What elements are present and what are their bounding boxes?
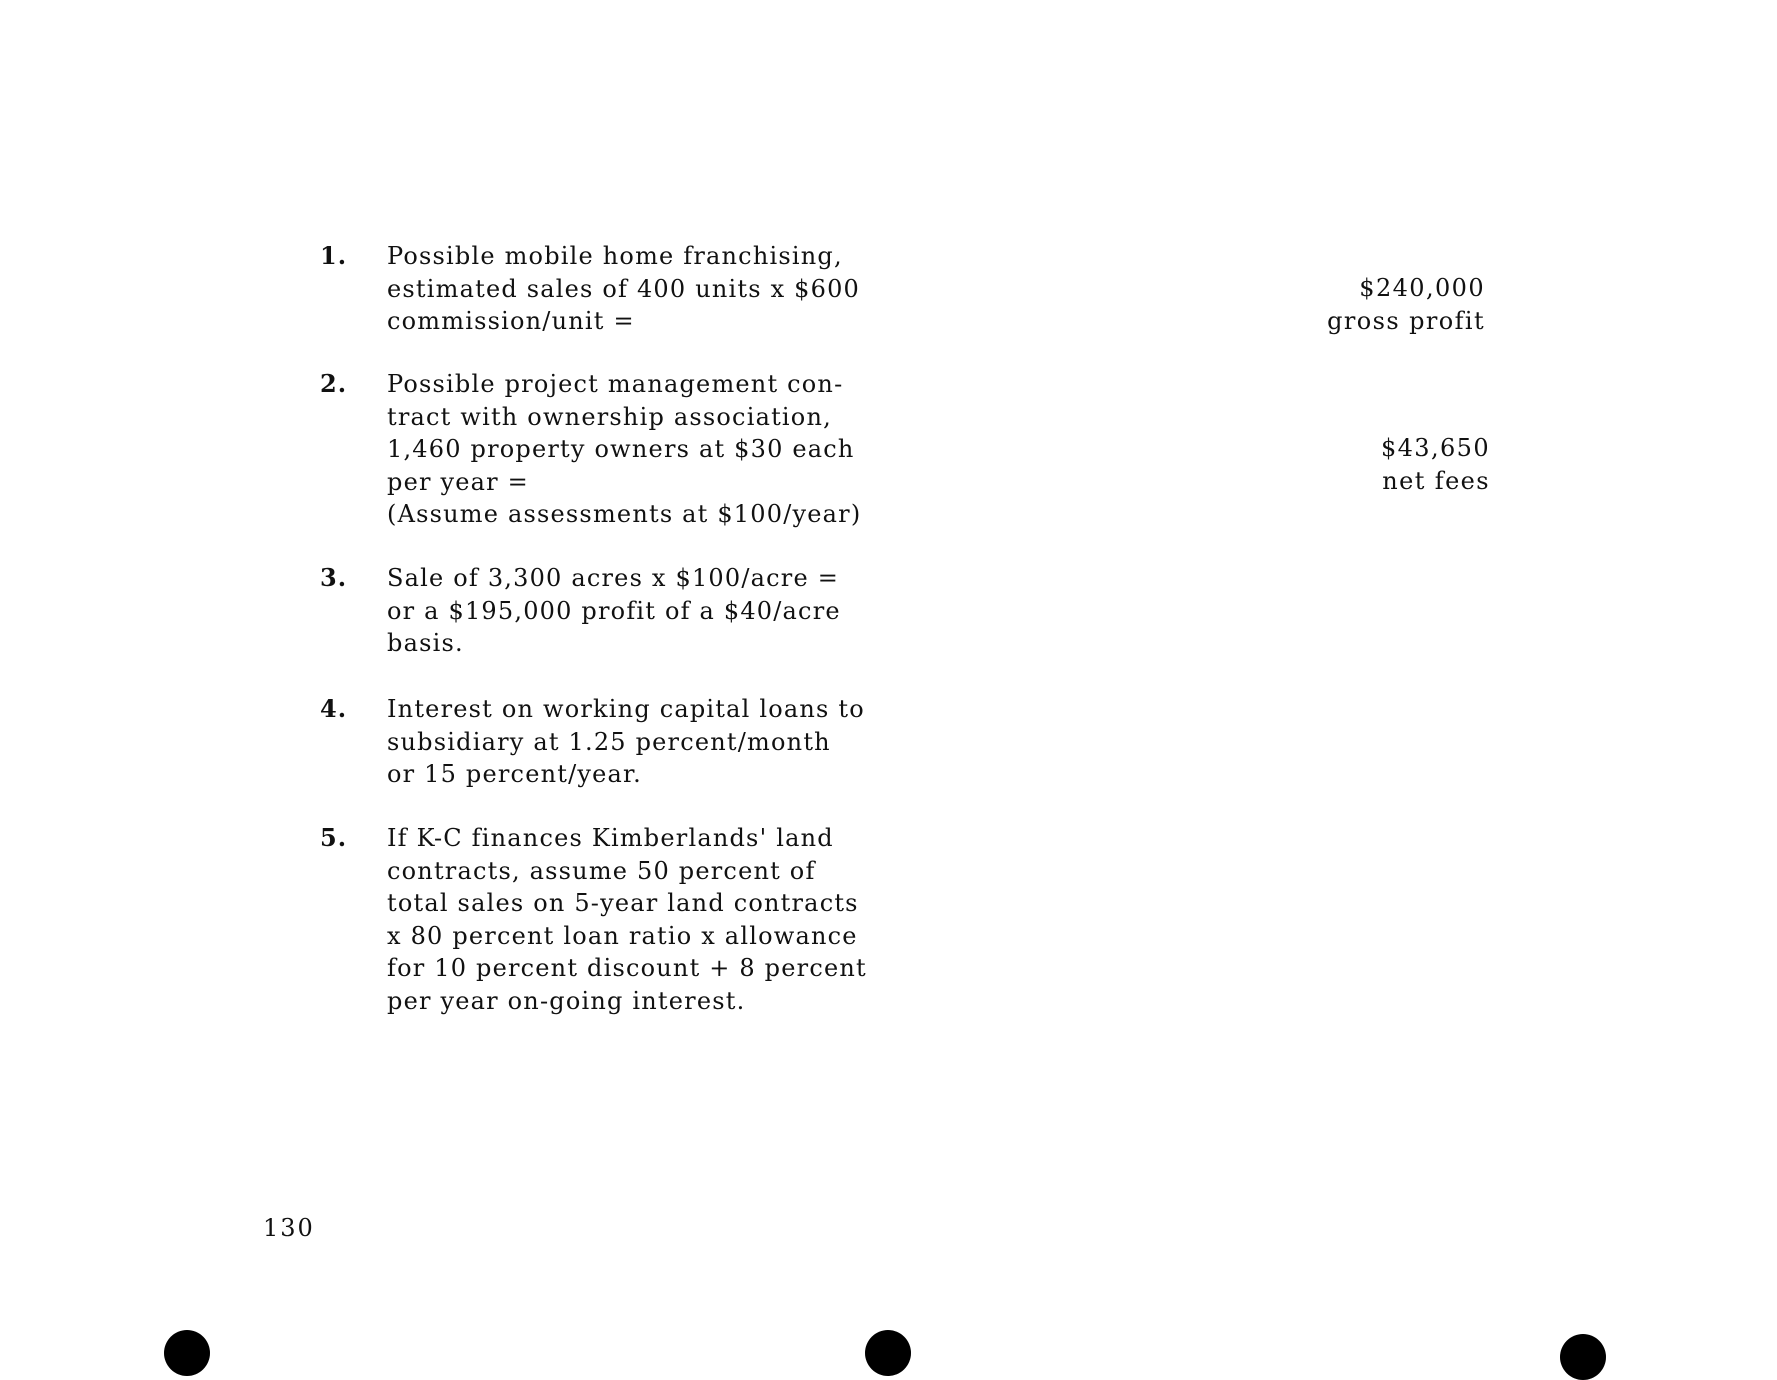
item-text (387, 822, 947, 1017)
item-text-line: per year on-going interest. (387, 986, 746, 1015)
item-text-line: Possible mobile home franchising, (387, 242, 843, 270)
item-text-line: or a $195,000 profit of a $40/acre (387, 596, 841, 625)
item-text (387, 562, 947, 660)
item-text-line: Sale of 3,300 acres x $100/acre = (387, 564, 840, 592)
item-amount (320, 432, 1490, 497)
item-amount (320, 272, 1485, 337)
item-text-line: Possible project management con- (387, 370, 844, 398)
item-text-line: basis. (387, 629, 464, 657)
punch-hole-left (164, 1330, 210, 1376)
item-number: 2. (320, 369, 348, 398)
punch-hole-center (865, 1330, 911, 1376)
amount-note: gross profit (1327, 306, 1485, 335)
item-text-line: subsidiary at 1.25 percent/month (387, 727, 831, 756)
item-number: 3. (320, 563, 348, 592)
item-text-line: 1,460 property owners at $30 each (387, 435, 855, 463)
item-text-line: contracts, assume 50 percent of (387, 856, 816, 885)
amount-note: net fees (1382, 466, 1490, 495)
item-number: 1. (320, 241, 348, 270)
punch-hole-right (1560, 1334, 1606, 1380)
item-text-line: x 80 percent loan ratio x allowance (387, 921, 858, 950)
item-text-line: If K-C finances Kimberlands' land (387, 824, 834, 852)
item-number: 5. (320, 823, 348, 852)
amount-value: $240,000 (1359, 274, 1485, 302)
item-text-line: Interest on working capital loans to (387, 695, 865, 723)
item-text-line: or 15 percent/year. (387, 760, 642, 788)
item-text-line: per year = (387, 467, 529, 496)
page-number: 130 (263, 1214, 315, 1242)
item-text-line: (Assume assessments at $100/year) (387, 500, 862, 528)
item-text-line: total sales on 5-year land contracts (387, 889, 859, 917)
item-text-line: commission/unit = (387, 307, 635, 335)
item-text-line: for 10 percent discount + 8 percent (387, 954, 867, 982)
item-text (387, 693, 947, 791)
item-text-line: tract with ownership association, (387, 402, 832, 431)
item-text-line: estimated sales of 400 units x $600 (387, 274, 861, 303)
item-number: 4. (320, 694, 348, 723)
amount-value: $43,650 (1380, 434, 1490, 462)
